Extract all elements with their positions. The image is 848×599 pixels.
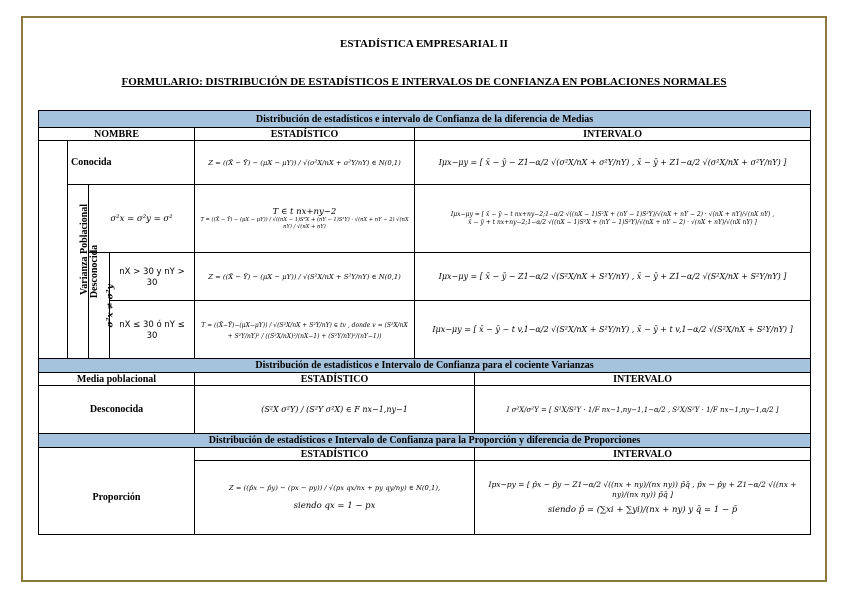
col-nombre: NOMBRE [39, 128, 195, 141]
desconocida-row-label: Desconocida [39, 386, 195, 434]
proporcion-label: Proporción [39, 461, 195, 535]
interval-cociente: I σ²X/σ²Y = [ S²X/S²Y · 1/F nx−1,ny−1,1−α/2 , S²X/S²Y · 1/F nx−1,ny−1,α/2 ] [506, 406, 779, 414]
stat-conocida: Z = ((X̄ − Ȳ) − (μX − μY)) / √(σ²X/nX + σ²Y/nY) ∈ N(0,1) [208, 159, 401, 167]
stat-igual-line1: T ∈ t nx+ny−2 [272, 207, 337, 218]
cond-n-pequeno: nX ≤ 30 ó nY ≤ 30 [119, 319, 185, 341]
col-estadistico-2: ESTADÍSTICO [195, 373, 475, 386]
section1-band: Distribución de estadísticos e intervalo de Confianza de la diferencia de Medias [39, 111, 811, 128]
section3-header [39, 448, 811, 461]
row-igual-varianzas [39, 185, 811, 253]
distinct-varianzas-label: σ²x ≠ σ²y [89, 253, 110, 359]
desconocida-label: Desconocida [68, 185, 89, 359]
page-title: ESTADÍSTICA EMPRESARIAL II [340, 38, 508, 50]
stat-proporcion: Z = ((p̂x − p̂y) − (px − py)) / √(px qx/nx + py qy/ny) ∈ N(0,1), [228, 484, 441, 493]
section2-header [39, 373, 811, 386]
section2-band: Distribución de estadísticos e Intervalo de Confianza para el cociente Varianzas [39, 359, 811, 373]
formula-table [38, 110, 811, 535]
cond-igual: σ²x = σ²y = σ² [110, 214, 173, 224]
stat-proporcion-note: siendo qx = 1 − px [293, 500, 376, 511]
section3-band: Distribución de estadísticos e Intervalo de Confianza para la Proporción y diferencia de Proporciones [39, 434, 811, 448]
cond-n-grande: nX > 30 y nY > 30 [119, 266, 185, 288]
conocida-label: Conocida [68, 141, 195, 185]
interval-n-pequeno: Iμx−μy = [ x̄ − ȳ − t v,1−α/2 √(S²X/nX + S²Y/nY) , x̄ − ȳ + t v,1−α/2 √(S²X/nX + S²Y/nY) ] [432, 325, 793, 334]
col-intervalo: INTERVALO [415, 128, 811, 141]
varianza-poblacional-label: Varianza Poblacional [39, 141, 68, 359]
page-subtitle: FORMULARIO: DISTRIBUCIÓN DE ESTADÍSTICOS E INTERVALOS DE CONFIANZA EN POBLACIONES NORMALES [121, 76, 727, 88]
row-conocida [39, 141, 811, 185]
row-n-grande [39, 253, 811, 301]
row-n-pequeno [39, 301, 811, 359]
interval-conocida: Iμx−μy = [ x̄ − ȳ − Z1−α/2 √(σ²X/nX + σ²Y/nY) , x̄ − ȳ + Z1−α/2 √(σ²X/nX + σ²Y/nY) ] [438, 158, 787, 167]
interval-proporcion: Ipx−py = [ p̂x − p̂y − Z1−α/2 √((nx + ny)/(nx ny)) p̄q̄ , p̂x − p̂y + Z1−α/2 √((nx + ny)/(nx ny)) p̄q̄ ] [488, 479, 797, 499]
interval-n-grande: Iμx−μy = [ x̄ − ȳ − Z1−α/2 √(S²X/nX + S²Y/nY) , x̄ − ȳ + Z1−α/2 √(S²X/nX + S²Y/nY) ] [438, 272, 787, 281]
col-intervalo-2: INTERVALO [475, 373, 811, 386]
row-cociente-varianzas [39, 386, 811, 434]
col-media: Media poblacional [39, 373, 195, 386]
stat-n-grande: Z = ((X̄ − Ȳ) − (μX − μY)) / √(S²X/nX + S²Y/nY) ∈ N(0,1) [208, 273, 401, 281]
stat-igual: T = ((X̄ − Ȳ) − (μX − μY)) / √((nX − 1)S²X + (nY − 1)S²Y) · √(nX + nY − 2) √(nX nY) / √(nX + nY) [200, 217, 409, 230]
interval-igual-line2: x̄ − ȳ + t nx+ny−2;1−α/2 √((nX − 1)S²X + (nY − 1)S²Y)/√(nX + nY − 2) · √(nX + nY)/√(nX nY) ] [468, 218, 757, 226]
section1-header [39, 128, 811, 141]
stat-n-pequeno: T = ((X̄−Ȳ)−(μX−μY)) / √(S²X/nX + S²Y/nY) ∈ tv , donde v ≃ (S²X/nX + S²Y/nY)² / ((S²X/nX)²/(nX−1) + (S²Y/nY)²/(nY−1)) [201, 321, 408, 340]
col-estadistico-3: ESTADÍSTICO [195, 448, 475, 461]
interval-proporcion-note: siendo p̄ = (∑xi + ∑yi)/(nx + ny) y q̄ = 1 − p̄ [547, 505, 738, 516]
col-intervalo-3: INTERVALO [475, 448, 811, 461]
interval-igual-line1: Iμx−μy = [ x̄ − ȳ − t nx+ny−2;1−α/2 √((nX − 1)S²X + (nY − 1)S²Y)/√(nX + nY − 2) · √(nX + nY)/√(nX nY) , [450, 211, 775, 219]
row-proporcion [39, 461, 811, 535]
stat-cociente: (S²X σ²Y) / (S²Y σ²X) ∈ F nx−1,ny−1 [261, 405, 408, 414]
col-estadistico: ESTADÍSTICO [195, 128, 415, 141]
